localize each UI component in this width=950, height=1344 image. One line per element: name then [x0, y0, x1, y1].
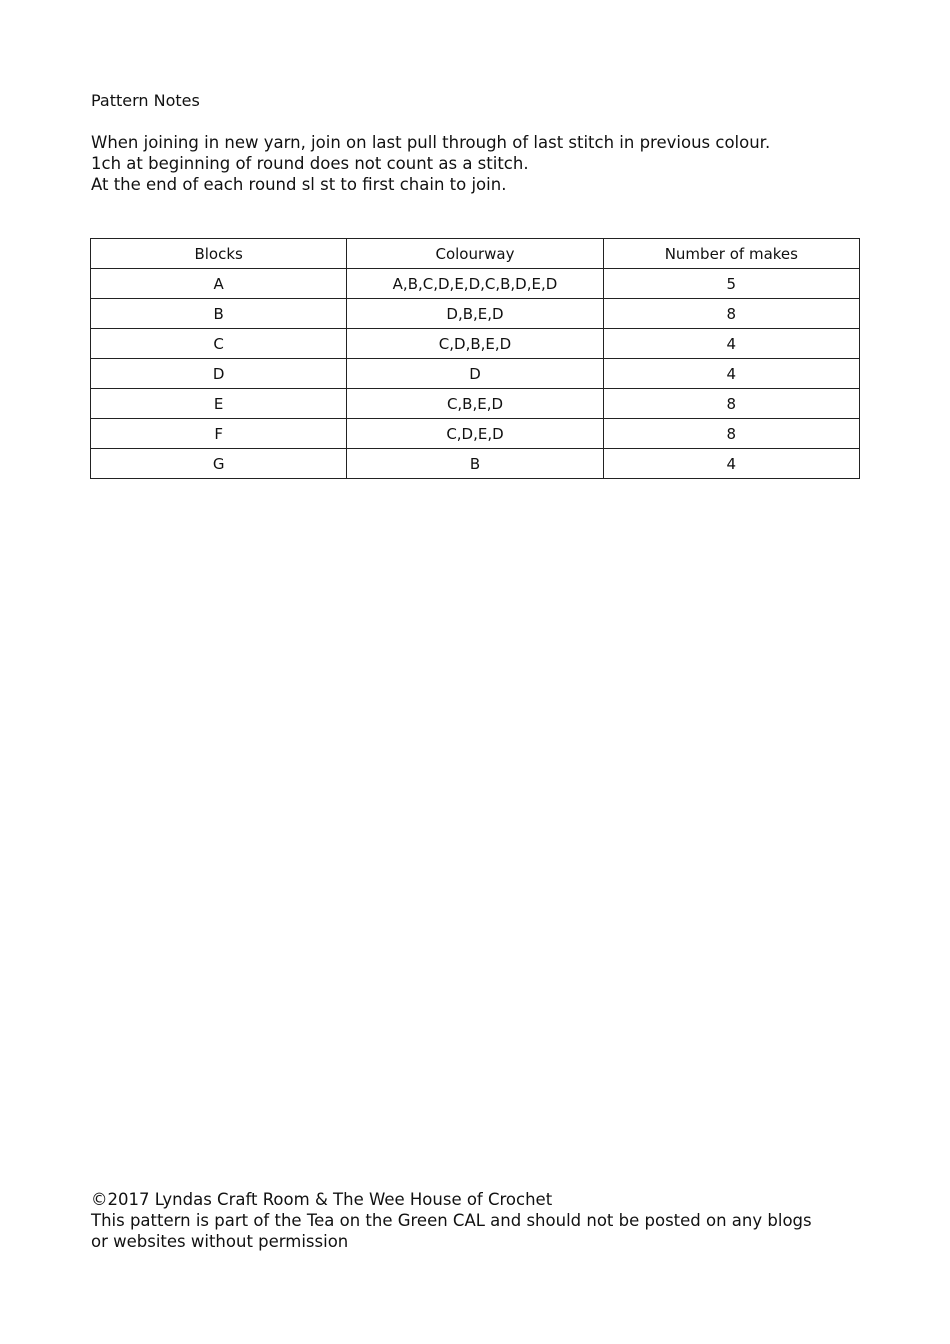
- block-cell: C: [91, 329, 347, 359]
- table-row: [91, 389, 860, 419]
- colourway-cell: C,B,E,D: [347, 389, 603, 419]
- makes-cell: 4: [603, 449, 859, 479]
- permission-line: or websites without permission: [91, 1232, 349, 1251]
- table-row: [91, 359, 860, 389]
- block-cell: A: [91, 269, 347, 299]
- block-cell: F: [91, 419, 347, 449]
- section-heading: Pattern Notes: [91, 91, 200, 110]
- colourway-cell: A,B,C,D,E,D,C,B,D,E,D: [347, 269, 603, 299]
- table-row: [91, 269, 860, 299]
- colourway-cell: D: [347, 359, 603, 389]
- column-header-colourway: Colourway: [347, 239, 603, 269]
- column-header-blocks: Blocks: [91, 239, 347, 269]
- column-header-number-of-makes: Number of makes: [603, 239, 859, 269]
- blocks-table: [90, 238, 860, 479]
- makes-cell: 8: [603, 419, 859, 449]
- colourway-cell: B: [347, 449, 603, 479]
- makes-cell: 4: [603, 359, 859, 389]
- table-header-row: [91, 239, 860, 269]
- block-cell: G: [91, 449, 347, 479]
- block-cell: D: [91, 359, 347, 389]
- colourway-cell: C,D,E,D: [347, 419, 603, 449]
- makes-cell: 8: [603, 299, 859, 329]
- table-row: [91, 419, 860, 449]
- permission-line: This pattern is part of the Tea on the Green CAL and should not be posted on any blogs: [91, 1211, 812, 1230]
- colourway-cell: D,B,E,D: [347, 299, 603, 329]
- makes-cell: 4: [603, 329, 859, 359]
- note-line: 1ch at beginning of round does not count as a stitch.: [91, 154, 529, 173]
- colourway-cell: C,D,B,E,D: [347, 329, 603, 359]
- block-cell: B: [91, 299, 347, 329]
- makes-cell: 5: [603, 269, 859, 299]
- pattern-notes: [91, 132, 770, 195]
- note-line: At the end of each round sl st to first chain to join.: [91, 175, 507, 194]
- makes-cell: 8: [603, 389, 859, 419]
- copyright-footer: [91, 1189, 812, 1252]
- note-line: When joining in new yarn, join on last pull through of last stitch in previous colour.: [91, 133, 771, 152]
- block-cell: E: [91, 389, 347, 419]
- table-row: [91, 299, 860, 329]
- copyright-line: ©2017 Lyndas Craft Room & The Wee House of Crochet: [91, 1190, 553, 1209]
- table-row: [91, 449, 860, 479]
- table-row: [91, 329, 860, 359]
